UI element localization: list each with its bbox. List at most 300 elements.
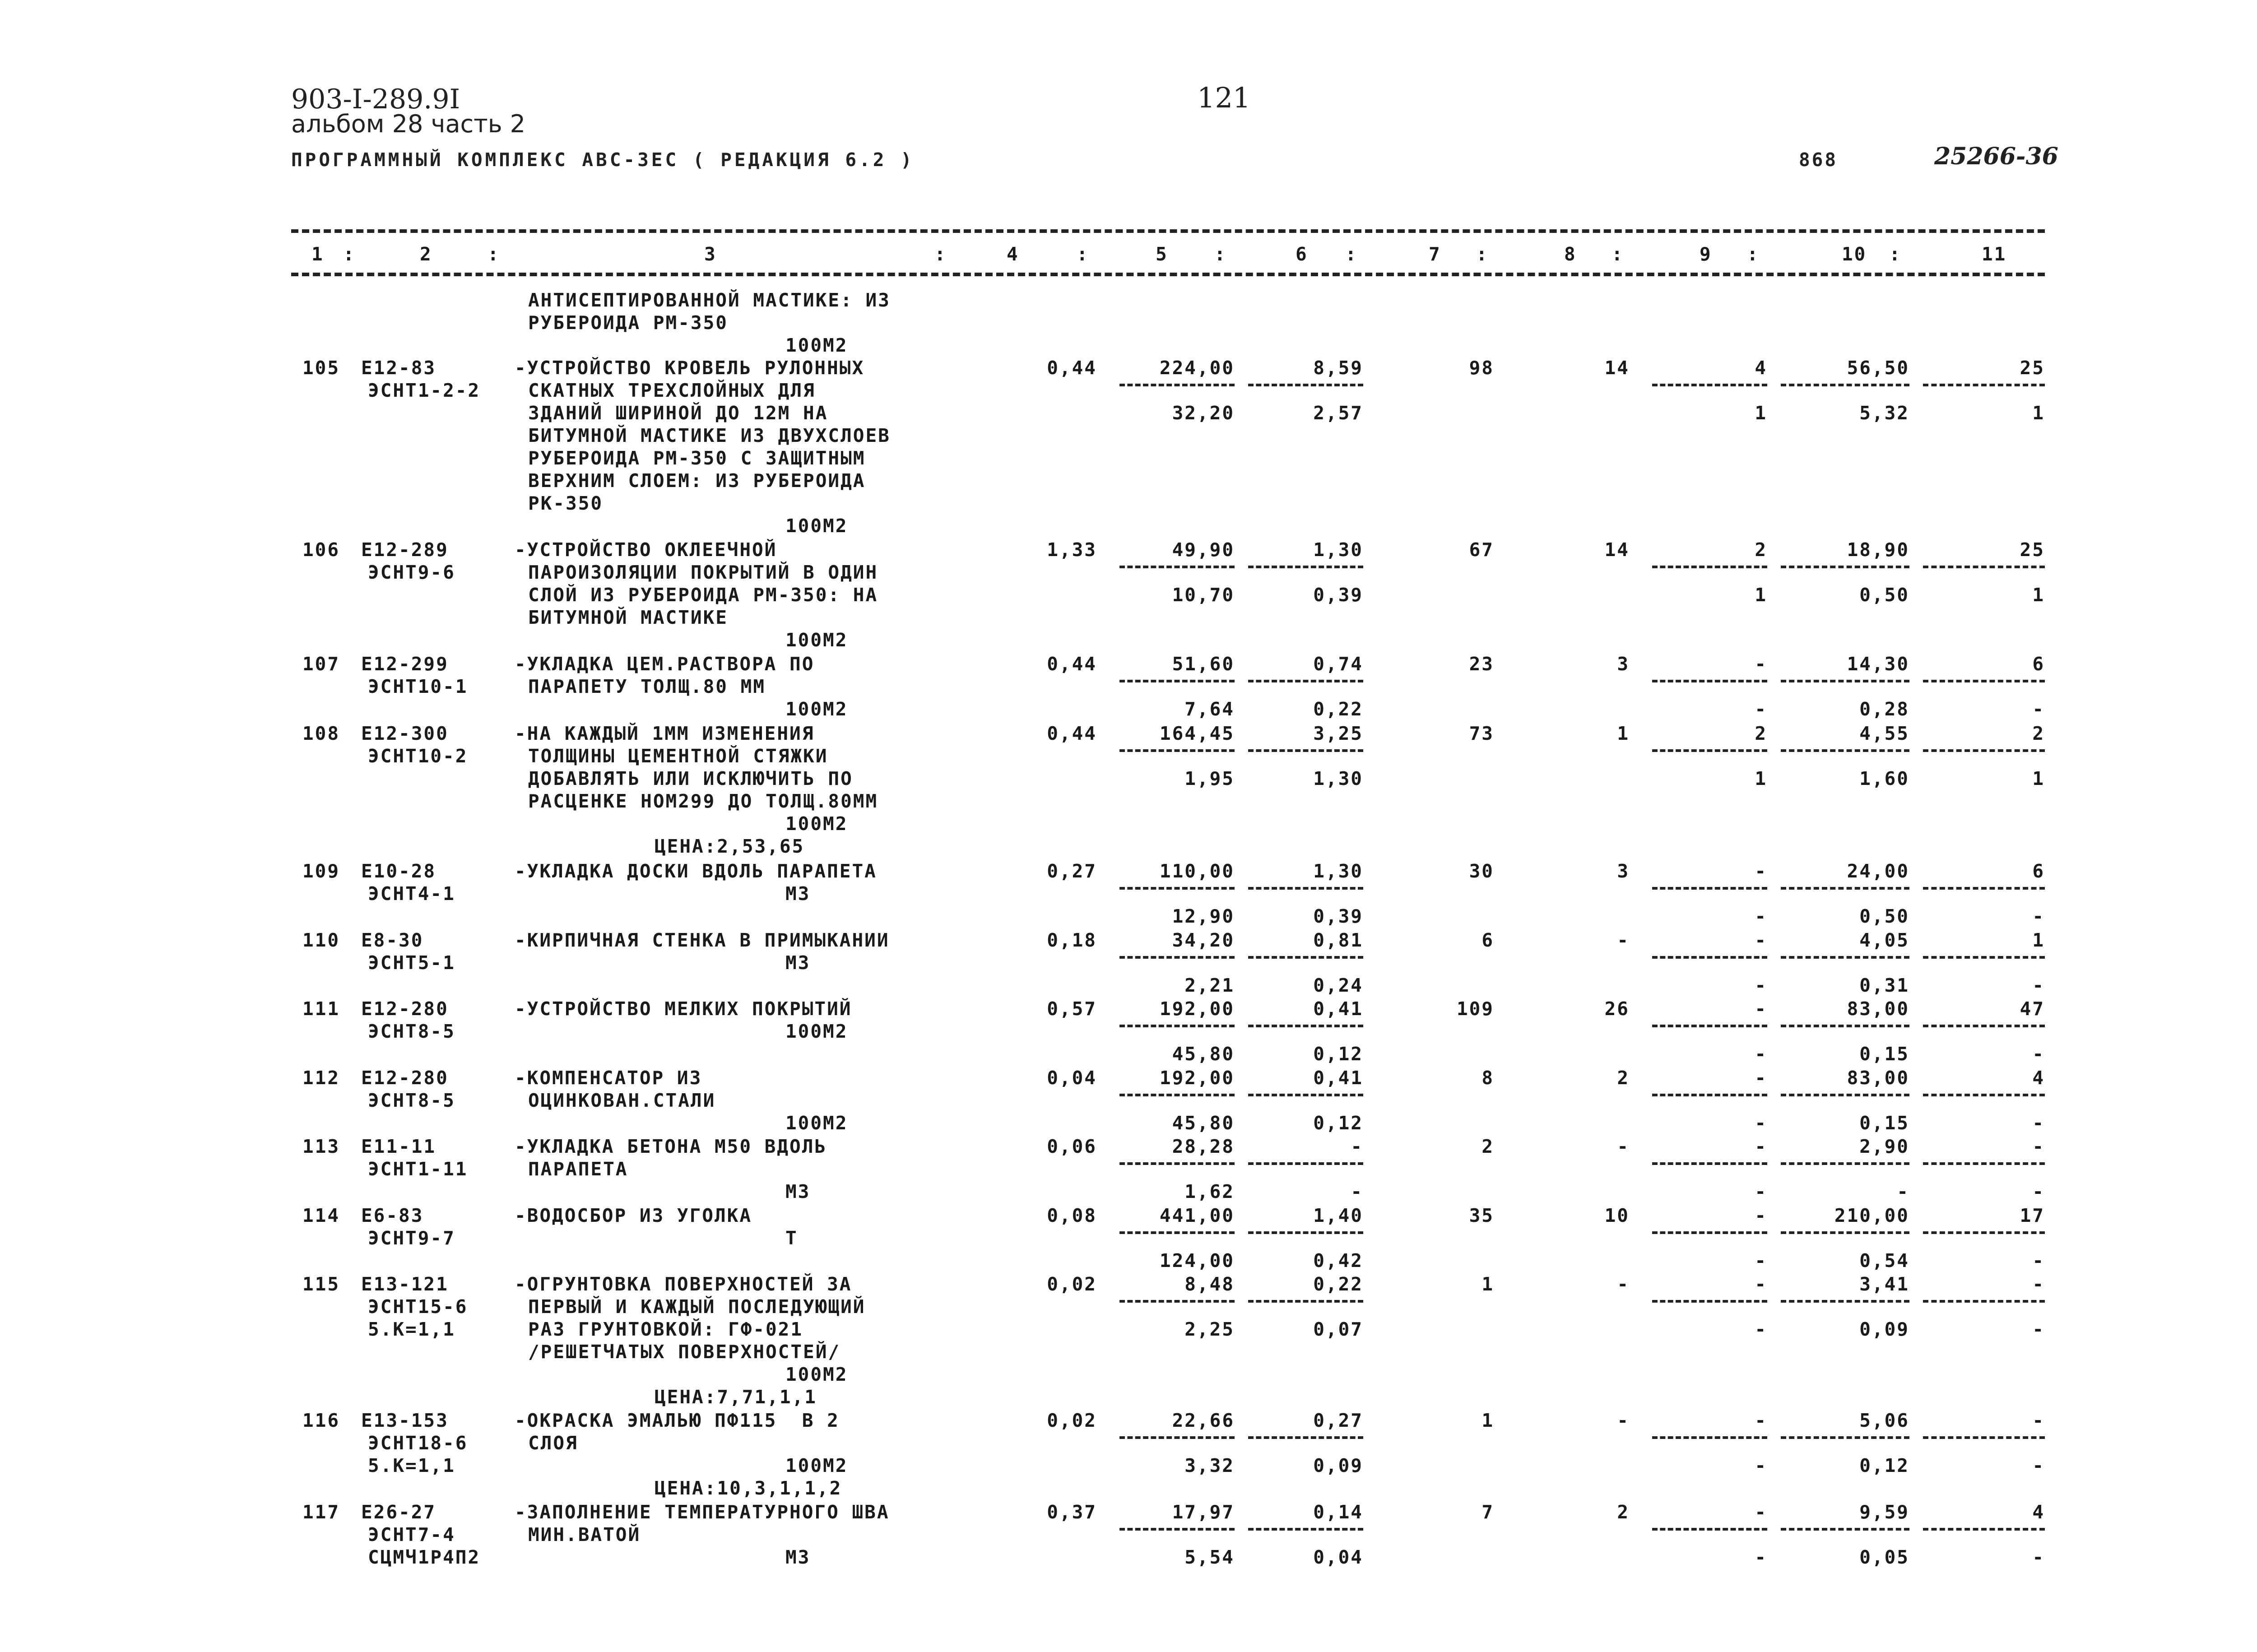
cost-value-sub: 32,20	[1172, 402, 1235, 424]
item-price: ЦЕНА:7,71,1,1	[655, 1386, 817, 1408]
column-separator: :	[1611, 243, 1624, 265]
item-code: ЭСНТ15-6	[368, 1296, 468, 1318]
cost-value: 1,30	[1313, 539, 1363, 561]
item-code: ЭСНТ5-1	[368, 952, 455, 974]
item-description: ДОБАВЛЯТЬ ИЛИ ИСКЛЮЧИТЬ ПО	[528, 768, 853, 789]
value-underline	[1652, 680, 1767, 682]
cost-value: 0,27	[1313, 1410, 1363, 1431]
cost-value-sub: -	[2032, 698, 2045, 720]
cost-value-sub: 1,95	[1184, 768, 1235, 789]
cost-value-sub: -	[1755, 698, 1767, 720]
cost-value: 1	[2032, 929, 2045, 951]
value-underline	[1652, 956, 1767, 959]
column-separator: :	[1345, 243, 1358, 265]
item-unit: 100М2	[785, 813, 848, 835]
cost-value-sub: 5,54	[1184, 1546, 1235, 1568]
cost-value: 4	[1755, 357, 1767, 379]
item-unit: М3	[785, 1546, 811, 1568]
row-number: 111	[302, 998, 340, 1020]
item-description: -КИРПИЧНАЯ СТЕНКА В ПРИМЫКАНИИ	[515, 929, 890, 951]
item-price: ЦЕНА:2,53,65	[655, 835, 805, 857]
intro-line: РУБЕРОИДА РМ-350	[528, 312, 728, 334]
item-description: СЛОЙ ИЗ РУБЕРОИДА РМ-350: НА	[528, 584, 878, 606]
page-number: 121	[1197, 81, 1251, 114]
item-unit: 100М2	[785, 1455, 848, 1476]
cost-value: 441,00	[1159, 1205, 1235, 1226]
column-header: 7	[1429, 243, 1441, 265]
column-separator: :	[343, 243, 356, 265]
item-unit: 100М2	[785, 515, 848, 537]
cost-value-sub: -	[1755, 1455, 1767, 1476]
cost-value: 83,00	[1847, 1067, 1909, 1089]
value-underline	[1781, 566, 1909, 568]
row-number: 109	[302, 860, 340, 882]
cost-value: 23	[1469, 653, 1494, 675]
cost-value: 0,74	[1313, 653, 1363, 675]
value-underline	[1119, 1300, 1235, 1303]
column-separator: :	[1747, 243, 1760, 265]
value-underline	[1248, 887, 1363, 890]
cost-value: 1	[1481, 1273, 1494, 1295]
item-unit: 100М2	[785, 1112, 848, 1134]
cost-value-sub: -	[2032, 1112, 2045, 1134]
item-description: СЛОЯ	[528, 1432, 578, 1454]
row-number: 107	[302, 653, 340, 675]
cost-value: -	[1617, 1410, 1630, 1431]
value-underline	[1781, 1436, 1909, 1439]
cost-value: 7	[1481, 1501, 1494, 1523]
item-code: ЭСНТ9-7	[368, 1227, 455, 1249]
cost-value-sub: 0,22	[1313, 698, 1363, 720]
item-code: Е12-280	[361, 998, 449, 1020]
cost-value-sub: 1	[1755, 584, 1767, 606]
cost-value-sub: -	[1755, 905, 1767, 927]
cost-value: 4,05	[1859, 929, 1909, 951]
cost-value-sub: 0,15	[1859, 1043, 1909, 1065]
cost-value: -	[2032, 1410, 2045, 1431]
quantity: 0,44	[1047, 357, 1097, 379]
cost-value: -	[1617, 1136, 1630, 1157]
item-code: Е12-300	[361, 723, 449, 744]
cost-value: 0,81	[1313, 929, 1363, 951]
value-underline	[1652, 1094, 1767, 1096]
cost-value: 224,00	[1159, 357, 1235, 379]
value-underline	[1248, 1231, 1363, 1234]
cost-value: 14	[1604, 357, 1630, 379]
value-underline	[1781, 1231, 1909, 1234]
row-number: 110	[302, 929, 340, 951]
cost-value-sub: 1	[2032, 402, 2045, 424]
cost-value: -	[1755, 1410, 1767, 1431]
cost-value: 67	[1469, 539, 1494, 561]
cost-value-sub: 1	[1755, 402, 1767, 424]
value-underline	[1119, 887, 1235, 890]
cost-value: 56,50	[1847, 357, 1909, 379]
cost-value-sub: 0,39	[1313, 584, 1363, 606]
intro-line: АНТИСЕПТИРОВАННОЙ МАСТИКЕ: ИЗ	[528, 289, 891, 311]
item-description: ПАРОИЗОЛЯЦИИ ПОКРЫТИЙ В ОДИН	[528, 561, 878, 583]
cost-value: 0,41	[1313, 998, 1363, 1020]
quantity: 0,18	[1047, 929, 1097, 951]
value-underline	[1248, 1162, 1363, 1165]
cost-value: -	[1755, 860, 1767, 882]
column-header: 2	[420, 243, 432, 265]
item-unit: 100М2	[785, 629, 848, 651]
item-code: Е12-280	[361, 1067, 449, 1089]
item-code: ЭСНТ8-5	[368, 1021, 455, 1042]
value-underline	[1781, 680, 1909, 682]
cost-value-sub: 7,64	[1184, 698, 1235, 720]
item-description: РК-350	[528, 492, 604, 514]
row-number: 112	[302, 1067, 340, 1089]
cost-value-sub: -	[2032, 974, 2045, 996]
value-underline	[1923, 680, 2045, 682]
quantity: 0,02	[1047, 1410, 1097, 1431]
value-underline	[1119, 566, 1235, 568]
item-description: -УКЛАДКА ЦЕМ.РАСТВОРА ПО	[515, 653, 815, 675]
table-top-rule	[291, 229, 2045, 233]
value-underline	[1119, 1528, 1235, 1531]
item-code: ЭСНТ1-11	[368, 1158, 468, 1180]
cost-value-sub: 0,50	[1859, 905, 1909, 927]
sheet-number: 868	[1799, 149, 1838, 171]
cost-value: 2	[1617, 1501, 1630, 1523]
value-underline	[1923, 1162, 2045, 1165]
cost-value: 4	[2032, 1067, 2045, 1089]
item-code: ЭСНТ18-6	[368, 1432, 468, 1454]
cost-value: 2	[1755, 723, 1767, 744]
value-underline	[1248, 566, 1363, 568]
value-underline	[1652, 1436, 1767, 1439]
item-description: ОЦИНКОВАН.СТАЛИ	[528, 1090, 716, 1111]
item-description: -ОГРУНТОВКА ПОВЕРХНОСТЕЙ ЗА	[515, 1273, 852, 1295]
cost-value-sub: 2,21	[1184, 974, 1235, 996]
cost-value-sub: 0,07	[1313, 1318, 1363, 1340]
cost-value-sub: 0,09	[1313, 1455, 1363, 1476]
item-description: -УСТРОЙСТВО КРОВЕЛЬ РУЛОННЫХ	[515, 357, 865, 379]
row-number: 106	[302, 539, 340, 561]
cost-value: 6	[2032, 860, 2045, 882]
cost-value: 22,66	[1172, 1410, 1235, 1431]
cost-value: 25	[2020, 539, 2045, 561]
cost-value: 6	[1481, 929, 1494, 951]
quantity: 0,02	[1047, 1273, 1097, 1295]
cost-value: 26	[1604, 998, 1630, 1020]
cost-value: -	[1755, 929, 1767, 951]
cost-value-sub: 0,31	[1859, 974, 1909, 996]
value-underline	[1248, 1300, 1363, 1303]
quantity: 0,08	[1047, 1205, 1097, 1226]
item-code: ЭСНТ4-1	[368, 883, 455, 905]
cost-value: 24,00	[1847, 860, 1909, 882]
item-description: БИТУМНОЙ МАСТИКЕ	[528, 607, 728, 628]
item-unit: М3	[785, 1181, 811, 1202]
item-code: Е10-28	[361, 860, 437, 882]
column-separator: :	[1214, 243, 1227, 265]
cost-value: -	[1755, 1067, 1767, 1089]
cost-value: 1,30	[1313, 860, 1363, 882]
quantity: 1,33	[1047, 539, 1097, 561]
cost-value-sub: 1	[2032, 768, 2045, 789]
cost-value-sub: -	[1897, 1181, 1909, 1202]
item-unit: 100М2	[785, 698, 848, 720]
cost-value: 8,59	[1313, 357, 1363, 379]
value-underline	[1248, 956, 1363, 959]
column-header: 3	[704, 243, 717, 265]
item-description: СКАТНЫХ ТРЕХСЛОЙНЫХ ДЛЯ	[528, 380, 816, 401]
cost-value: 1,40	[1313, 1205, 1363, 1226]
cost-value: 2	[1755, 539, 1767, 561]
item-description: БИТУМНОЙ МАСТИКЕ ИЗ ДВУХСЛОЕВ	[528, 425, 891, 446]
cost-value-sub: 0,42	[1313, 1250, 1363, 1271]
cost-value: 3	[1617, 860, 1630, 882]
cost-value: 47	[2020, 998, 2045, 1020]
album-label: альбом 28 часть 2	[291, 110, 526, 138]
cost-value-sub: 0,12	[1313, 1043, 1363, 1065]
item-description: РАСЦЕНКЕ НОМ299 ДО ТОЛЩ.80ММ	[528, 790, 878, 812]
value-underline	[1781, 1528, 1909, 1531]
value-underline	[1923, 1528, 2045, 1531]
value-underline	[1119, 384, 1235, 386]
cost-value: 73	[1469, 723, 1494, 744]
cost-value: 3,41	[1859, 1273, 1909, 1295]
cost-value: 28,28	[1172, 1136, 1235, 1157]
cost-value-sub: 0,39	[1313, 905, 1363, 927]
item-description: -ВОДОСБОР ИЗ УГОЛКА	[515, 1205, 752, 1226]
cost-value: 17,97	[1172, 1501, 1235, 1523]
cost-value-sub: -	[2032, 1455, 2045, 1476]
value-underline	[1119, 1162, 1235, 1165]
column-separator: :	[934, 243, 947, 265]
cost-value-sub: 1,60	[1859, 768, 1909, 789]
intro-unit: 100М2	[785, 334, 848, 356]
cost-value: 3,25	[1313, 723, 1363, 744]
cost-value: 14,30	[1847, 653, 1909, 675]
item-code: Е26-27	[361, 1501, 437, 1523]
cost-value-sub: 0,28	[1859, 698, 1909, 720]
item-unit: М3	[785, 952, 811, 974]
value-underline	[1923, 749, 2045, 752]
row-number: 113	[302, 1136, 340, 1157]
value-underline	[1652, 384, 1767, 386]
value-underline	[1781, 1162, 1909, 1165]
item-description: ТОЛЩИНЫ ЦЕМЕНТНОЙ СТЯЖКИ	[528, 745, 828, 767]
value-underline	[1119, 1436, 1235, 1439]
item-price: ЦЕНА:10,3,1,1,2	[655, 1477, 842, 1499]
item-code: ЭСНТ10-1	[368, 676, 468, 697]
cost-value: 4,55	[1859, 723, 1909, 744]
value-underline	[1781, 1300, 1909, 1303]
cost-value: 10	[1604, 1205, 1630, 1226]
cost-value: -	[2032, 1273, 2045, 1295]
value-underline	[1652, 1025, 1767, 1027]
column-separator: :	[1476, 243, 1489, 265]
item-unit: 100М2	[785, 1021, 848, 1042]
column-header: 9	[1700, 243, 1712, 265]
cost-value: 2	[2032, 723, 2045, 744]
cost-value: 17	[2020, 1205, 2045, 1226]
item-description: -УКЛАДКА ДОСКИ ВДОЛЬ ПАРАПЕТА	[515, 860, 877, 882]
cost-value-sub: -	[2032, 1043, 2045, 1065]
cost-value-sub: 0,04	[1313, 1546, 1363, 1568]
value-underline	[1248, 1025, 1363, 1027]
column-header: 1	[311, 243, 324, 265]
item-code: Е13-153	[361, 1410, 449, 1431]
quantity: 0,37	[1047, 1501, 1097, 1523]
cost-value: 18,90	[1847, 539, 1909, 561]
document-number: 25266-36	[1934, 143, 2058, 170]
cost-value-sub: -	[1755, 1112, 1767, 1134]
item-description: ПАРАПЕТУ ТОЛЩ.80 ММ	[528, 676, 766, 697]
value-underline	[1248, 1528, 1363, 1531]
cost-value: 25	[2020, 357, 2045, 379]
cost-value-sub: 2,25	[1184, 1318, 1235, 1340]
cost-value: -	[1617, 929, 1630, 951]
cost-value: -	[2032, 1136, 2045, 1157]
cost-value: 2	[1617, 1067, 1630, 1089]
cost-value-sub: 0,15	[1859, 1112, 1909, 1134]
value-underline	[1781, 384, 1909, 386]
cost-value-sub: 124,00	[1159, 1250, 1235, 1271]
cost-value: -	[1755, 1501, 1767, 1523]
cost-value: -	[1755, 653, 1767, 675]
cost-value: 34,20	[1172, 929, 1235, 951]
item-code: Е8-30	[361, 929, 424, 951]
value-underline	[1652, 566, 1767, 568]
cost-value: -	[1755, 998, 1767, 1020]
cost-value: 0,14	[1313, 1501, 1363, 1523]
value-underline	[1248, 680, 1363, 682]
cost-value: 49,90	[1172, 539, 1235, 561]
cost-value-sub: 0,09	[1859, 1318, 1909, 1340]
value-underline	[1248, 384, 1363, 386]
column-header: 8	[1564, 243, 1577, 265]
cost-value: 1	[1617, 723, 1630, 744]
value-underline	[1652, 749, 1767, 752]
item-unit: 100М2	[785, 1364, 848, 1385]
value-underline	[1119, 1025, 1235, 1027]
item-description: -НА КАЖДЫЙ 1ММ ИЗМЕНЕНИЯ	[515, 723, 815, 744]
item-code: Е11-11	[361, 1136, 437, 1157]
cost-value: 192,00	[1159, 1067, 1235, 1089]
cost-value-sub: -	[1755, 974, 1767, 996]
item-code: Е6-83	[361, 1205, 424, 1226]
quantity: 0,44	[1047, 653, 1097, 675]
item-description: -ОКРАСКА ЭМАЛЬЮ ПФ115 В 2	[515, 1410, 840, 1431]
cost-value-sub: 0,24	[1313, 974, 1363, 996]
row-number: 116	[302, 1410, 340, 1431]
cost-value-sub: -	[2032, 1250, 2045, 1271]
cost-value-sub: 0,12	[1313, 1112, 1363, 1134]
item-description: ПАРАПЕТА	[528, 1158, 628, 1180]
value-underline	[1781, 1094, 1909, 1096]
cost-value: 3	[1617, 653, 1630, 675]
column-separator: :	[1889, 243, 1902, 265]
item-code: Е12-299	[361, 653, 449, 675]
quantity: 0,27	[1047, 860, 1097, 882]
item-description: -ЗАПОЛНЕНИЕ ТЕМПЕРАТУРНОГО ШВА	[515, 1501, 890, 1523]
cost-value: 2,90	[1859, 1136, 1909, 1157]
cost-value: 8	[1481, 1067, 1494, 1089]
item-code: ЭСНТ10-2	[368, 745, 468, 767]
value-underline	[1119, 680, 1235, 682]
cost-value: -	[1755, 1136, 1767, 1157]
cost-value: 0,41	[1313, 1067, 1363, 1089]
item-code: Е12-83	[361, 357, 437, 379]
cost-value-sub: 5,32	[1859, 402, 1909, 424]
item-unit: М3	[785, 883, 811, 905]
value-underline	[1119, 749, 1235, 752]
item-description: -КОМПЕНСАТОР ИЗ	[515, 1067, 702, 1089]
cost-value: 8,48	[1184, 1273, 1235, 1295]
value-underline	[1923, 887, 2045, 890]
cost-value-sub: -	[1755, 1043, 1767, 1065]
row-number: 114	[302, 1205, 340, 1226]
value-underline	[1923, 1231, 2045, 1234]
column-header: 6	[1296, 243, 1308, 265]
cost-value-sub: -	[2032, 1546, 2045, 1568]
item-description: -УКЛАДКА БЕТОНА М50 ВДОЛЬ	[515, 1136, 827, 1157]
quantity: 0,06	[1047, 1136, 1097, 1157]
cost-value: -	[1755, 1205, 1767, 1226]
cost-value: 1	[1481, 1410, 1494, 1431]
row-number: 115	[302, 1273, 340, 1295]
cost-value-sub: -	[2032, 1318, 2045, 1340]
value-underline	[1652, 887, 1767, 890]
cost-value: 4	[2032, 1501, 2045, 1523]
document-code: 903-I-289.9I	[291, 84, 460, 115]
value-underline	[1248, 1094, 1363, 1096]
cost-value: 110,00	[1159, 860, 1235, 882]
item-code: СЦМЧ1Р4П2	[368, 1546, 481, 1568]
cost-value-sub: 1	[1755, 768, 1767, 789]
item-description: МИН.ВАТОЙ	[528, 1524, 641, 1545]
cost-value: 210,00	[1834, 1205, 1909, 1226]
value-underline	[1923, 384, 2045, 386]
cost-value-sub: 45,80	[1172, 1112, 1235, 1134]
value-underline	[1248, 749, 1363, 752]
cost-value: 14	[1604, 539, 1630, 561]
cost-value-sub: 1	[2032, 584, 2045, 606]
value-underline	[1923, 1436, 2045, 1439]
cost-value-sub: 2,57	[1313, 402, 1363, 424]
cost-value-sub: 45,80	[1172, 1043, 1235, 1065]
column-separator: :	[1077, 243, 1089, 265]
item-description: -УСТРОЙСТВО ОКЛЕЕЧНОЙ	[515, 539, 777, 561]
cost-value: 9,59	[1859, 1501, 1909, 1523]
cost-value-sub: -	[1351, 1181, 1363, 1202]
item-description: /РЕШЕТЧАТЫХ ПОВЕРХНОСТЕЙ/	[528, 1341, 841, 1363]
item-code: ЭСНТ9-6	[368, 561, 455, 583]
item-unit: Т	[785, 1227, 798, 1249]
item-description: РАЗ ГРУНТОВКОЙ: ГФ-021	[528, 1318, 803, 1340]
cost-value-sub: 12,90	[1172, 905, 1235, 927]
item-description: ЗДАНИЙ ШИРИНОЙ ДО 12М НА	[528, 402, 828, 424]
item-code: Е13-121	[361, 1273, 449, 1295]
item-description: ВЕРХНИМ СЛОЕМ: ИЗ РУБЕРОИДА	[528, 470, 866, 492]
cost-value-sub: 3,32	[1184, 1455, 1235, 1476]
cost-value-sub: -	[1755, 1181, 1767, 1202]
row-number: 108	[302, 723, 340, 744]
value-underline	[1923, 566, 2045, 568]
item-code: ЭСНТ7-4	[368, 1524, 455, 1545]
column-header: 10	[1842, 243, 1867, 265]
value-underline	[1923, 1300, 2045, 1303]
quantity: 0,04	[1047, 1067, 1097, 1089]
column-header: 11	[1982, 243, 2007, 265]
cost-value-sub: 0,50	[1859, 584, 1909, 606]
cost-value-sub: -	[1755, 1250, 1767, 1271]
